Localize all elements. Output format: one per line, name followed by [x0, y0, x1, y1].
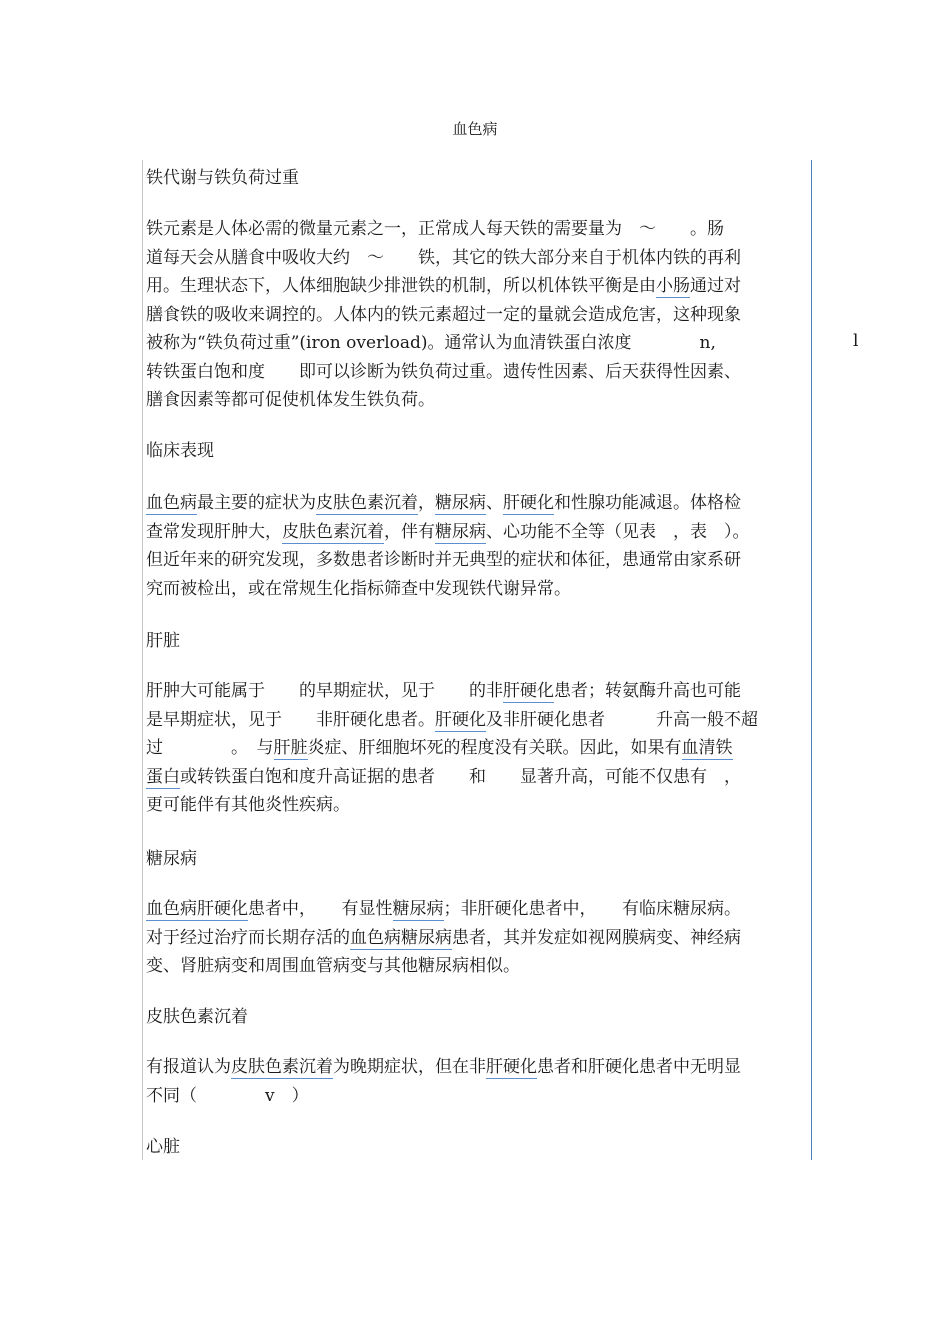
text-run: 对于经过治疗而长期存活的 [146, 927, 350, 948]
text-run: 转铁蛋白饱和度 即可以诊断为铁负荷过重。遗传性因素、后天获得性因素、 [146, 361, 741, 382]
section-heading-clinical: 临床表现 [146, 441, 214, 461]
margin-mark: l [853, 331, 859, 351]
term-link[interactable]: 血色病 [350, 927, 401, 948]
text-run: 过 。 与 [146, 738, 274, 758]
paragraph-clinical [146, 489, 810, 603]
text-run: 患者；转氨酶升高也可能 [554, 681, 741, 701]
text-run: 患者，其并发症如视网膜病变、神经病 [452, 927, 741, 948]
text-run: 、 [486, 493, 503, 513]
term-link[interactable]: 皮肤色素沉着 [282, 521, 384, 542]
text-line [146, 952, 810, 981]
text-line [146, 215, 810, 244]
text-line [146, 895, 810, 924]
term-link[interactable]: 皮肤色素沉着 [231, 1057, 333, 1077]
text-run: ， [418, 493, 435, 513]
text-run: 肝肿大可能属于 的早期症状，见于 的非 [146, 681, 503, 701]
term-link[interactable]: 蛋白 [146, 766, 180, 787]
text-run: 用。生理状态下，人体细胞缺少排泄铁的机制，所以机体铁平衡是由 [146, 276, 656, 296]
paragraph-liver [146, 677, 810, 820]
text-line [146, 489, 810, 518]
section-heading-diabetes: 糖尿病 [146, 849, 197, 869]
text-run: 最主要的症状为 [197, 493, 316, 513]
term-link[interactable]: 糖尿病 [435, 521, 486, 542]
text-line [146, 791, 810, 820]
text-run: 查常发现肝肿大， [146, 521, 282, 542]
term-link[interactable]: 肝硬化 [503, 493, 554, 513]
text-run: 或转铁蛋白饱和度升高证据的患者 和 显著升高，可能不仅患有 ， [180, 766, 741, 787]
section-heading-heart: 心脏 [146, 1137, 180, 1157]
text-line [146, 1082, 810, 1111]
term-link[interactable]: 血清铁 [681, 738, 733, 758]
term-link[interactable]: 糖尿病 [392, 899, 444, 919]
text-run: 为晚期症状，但在非 [333, 1057, 486, 1077]
text-line [146, 706, 810, 735]
text-run: ；非肝硬化患者中， 有临床糖尿病。 [443, 899, 741, 919]
term-link[interactable]: 糖尿病 [435, 493, 486, 513]
text-line [146, 546, 810, 575]
text-line [146, 301, 810, 330]
text-line [146, 575, 810, 604]
term-link[interactable]: 肝硬化 [503, 681, 554, 701]
term-link[interactable]: 肝硬化 [435, 709, 486, 730]
text-run: 炎症、肝细胞坏死的程度没有关联。因此，如果有 [307, 738, 682, 758]
text-run: 通过对 [690, 276, 741, 296]
text-run: 及非肝硬化患者 升高一般不超 [486, 709, 758, 730]
paragraph-diabetes [146, 895, 810, 981]
text-run: 膳食铁的吸收来调控的。人体内的铁元素超过一定的量就会造成危害，这种现象 [146, 304, 741, 325]
text-line [146, 329, 810, 358]
text-line [146, 518, 810, 547]
text-line [146, 1053, 810, 1082]
text-run: 患者中， 有显性 [248, 899, 393, 919]
term-link[interactable]: 血色病 [146, 493, 197, 513]
text-run: 和性腺功能减退。体格检 [554, 493, 741, 513]
text-line [146, 358, 810, 387]
term-link[interactable]: 小肠 [656, 276, 690, 296]
term-link[interactable]: 糖尿病 [401, 927, 452, 948]
text-line [146, 734, 810, 763]
text-run: 膳食因素等都可促使机体发生铁负荷。 [146, 390, 435, 410]
text-line [146, 677, 810, 706]
text-run: 患者和肝硬化患者中无明显 [537, 1057, 741, 1077]
text-run: 、心功能不全等（见表 ，表 ）。 [486, 521, 750, 542]
section-heading-liver: 肝脏 [146, 631, 180, 651]
text-run: 但近年来的研究发现，多数患者诊断时并无典型的症状和体征，患通常由家系研 [146, 550, 741, 570]
term-link[interactable]: 肝硬化 [197, 899, 248, 919]
text-line [146, 386, 810, 415]
text-run: 更可能伴有其他炎性疾病。 [146, 795, 350, 815]
text-line [146, 763, 810, 792]
section-heading-iron: 铁代谢与铁负荷过重 [146, 168, 299, 188]
text-run: 道每天会从膳食中吸收大约 ～ 铁，其它的铁大部分来自于机体内铁的再利 [146, 247, 741, 268]
term-link[interactable]: 皮肤色素沉着 [316, 493, 418, 513]
text-run: 有报道认为 [146, 1057, 231, 1077]
text-run: 是早期症状，见于 非肝硬化患者。 [146, 709, 435, 730]
text-run: ，伴有 [384, 521, 435, 542]
term-link[interactable]: 血色病 [146, 899, 197, 919]
term-link[interactable]: 肝脏 [273, 738, 308, 758]
page-title: 血色病 [452, 120, 498, 138]
document-body [142, 160, 812, 1160]
text-line [146, 924, 810, 953]
text-run: 究而被检出，或在常规生化指标筛查中发现铁代谢异常。 [146, 578, 571, 599]
text-line [146, 244, 810, 273]
term-link[interactable]: 肝硬化 [486, 1057, 537, 1077]
section-heading-skin: 皮肤色素沉着 [146, 1007, 248, 1027]
paragraph-iron [146, 215, 810, 415]
paragraph-skin [146, 1053, 810, 1110]
text-line [146, 272, 810, 301]
text-run: 被称为“铁负荷过重”(iron overload)。通常认为血清铁蛋白浓度 n, [146, 333, 716, 353]
text-run: 铁元素是人体必需的微量元素之一，正常成人每天铁的需要量为 ～ 。肠 [146, 219, 724, 239]
text-run: 不同（ v ） [146, 1085, 309, 1106]
text-run: 变、肾脏病变和周围血管病变与其他糖尿病相似。 [146, 956, 520, 976]
